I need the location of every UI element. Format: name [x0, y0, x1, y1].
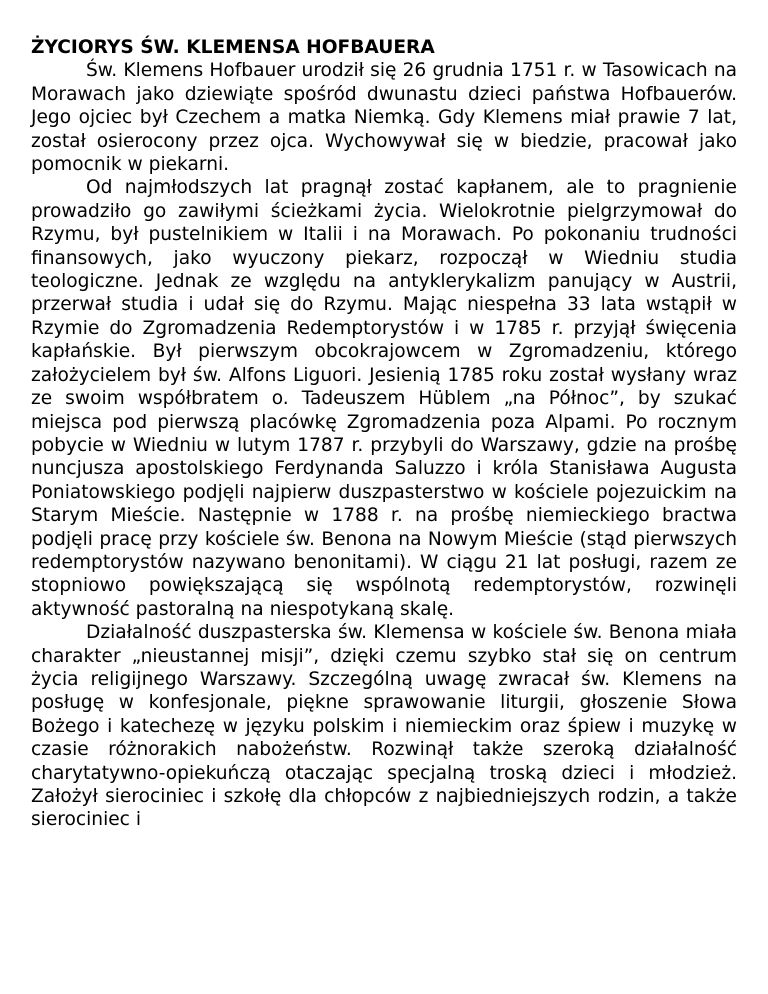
paragraph-early-life: Św. Klemens Hofbauer urodził się 26 grudnia 1751 r. w Tasowicach na Morawach jako dziewiąte spośród dwunastu dzieci państwa Hofbauerów. Jego ojciec był Czechem a matka Niemką. Gdy Klemens miał prawie 7 lat, został osierocony przez ojca. Wychowywał się w biedzie, pracował jako pomocnik w piekarni.: [31, 60, 737, 176]
document-page: [31, 36, 737, 832]
paragraph-pastoral-work: Działalność duszpasterska św. Klemensa w kościele św. Benona miała charakter „nieustannej misji”, dzięki czemu szybko stał się on centrum życia religijnego Warszawy. Szczególną uwagę zwracał św. Klemens na posługę w konfesjonale, piękne sprawowanie liturgii, głoszenie Słowa Bożego i katechezę w języku polskim i niemieckim oraz śpiew i muzykę w czasie różnorakich nabożeństw. Rozwinął także szeroką działalność charytatywno-opiekuńczą otaczając specjalną troską dzieci i młodzież. Założył sierociniec i szkołę dla chłopców z najbiedniejszych rodzin, a także sierociniec i: [31, 622, 737, 831]
document-title: ŻYCIORYS ŚW. KLEMENSA HOFBAUERA: [31, 37, 435, 58]
paragraph-priesthood-warsaw: Od najmłodszych lat pragnął zostać kapłanem, ale to pragnienie prowadziło go zawiłymi ścieżkami życia. Wielokrotnie pielgrzymował do Rzymu, był pustelnikiem w Italii i na Morawach. Po pokonaniu trudności finansowych, jako wyuczony piekarz, rozpoczął w Wiedniu studia teologiczne. Jednak ze względu na antyklerykalizm panujący w Austrii, przerwał studia i udał się do Rzymu. Mając niespełna 33 lata wstąpił w Rzymie do Zgromadzenia Redemptorystów i w 1785 r. przyjął święcenia kapłańskie. Był pierwszym obcokrajowcem w Zgromadzeniu, którego założycielem był św. Alfons Liguori. Jesienią 1785 roku został wysłany wraz ze swoim współbratem o. Tadeuszem Hüblem „na Północ”, by szukać miejsca pod pierwszą placówkę Zgromadzenia poza Alpami. Po rocznym pobycie w Wiedniu w lutym 1787 r. przybyli do Warszawy, gdzie na prośbę nuncjusza apostolskiego Ferdynanda Saluzzo i króla Stanisława Augusta Poniatowskiego podjęli najpierw duszpasterstwo w kościele pojezuickim na Starym Mieście. Następnie w 1788 r. na prośbę niemieckiego bractwa podjęli pracę przy kościele św. Benona na Nowym Mieście (stąd pierwszych redemptorystów nazywano benonitami). W ciągu 21 lat posługi, razem ze stopniowo powiększającą się wspólnotą redemptorystów, rozwinęli aktywność pastoralną na niespotykaną skalę.: [31, 177, 737, 620]
